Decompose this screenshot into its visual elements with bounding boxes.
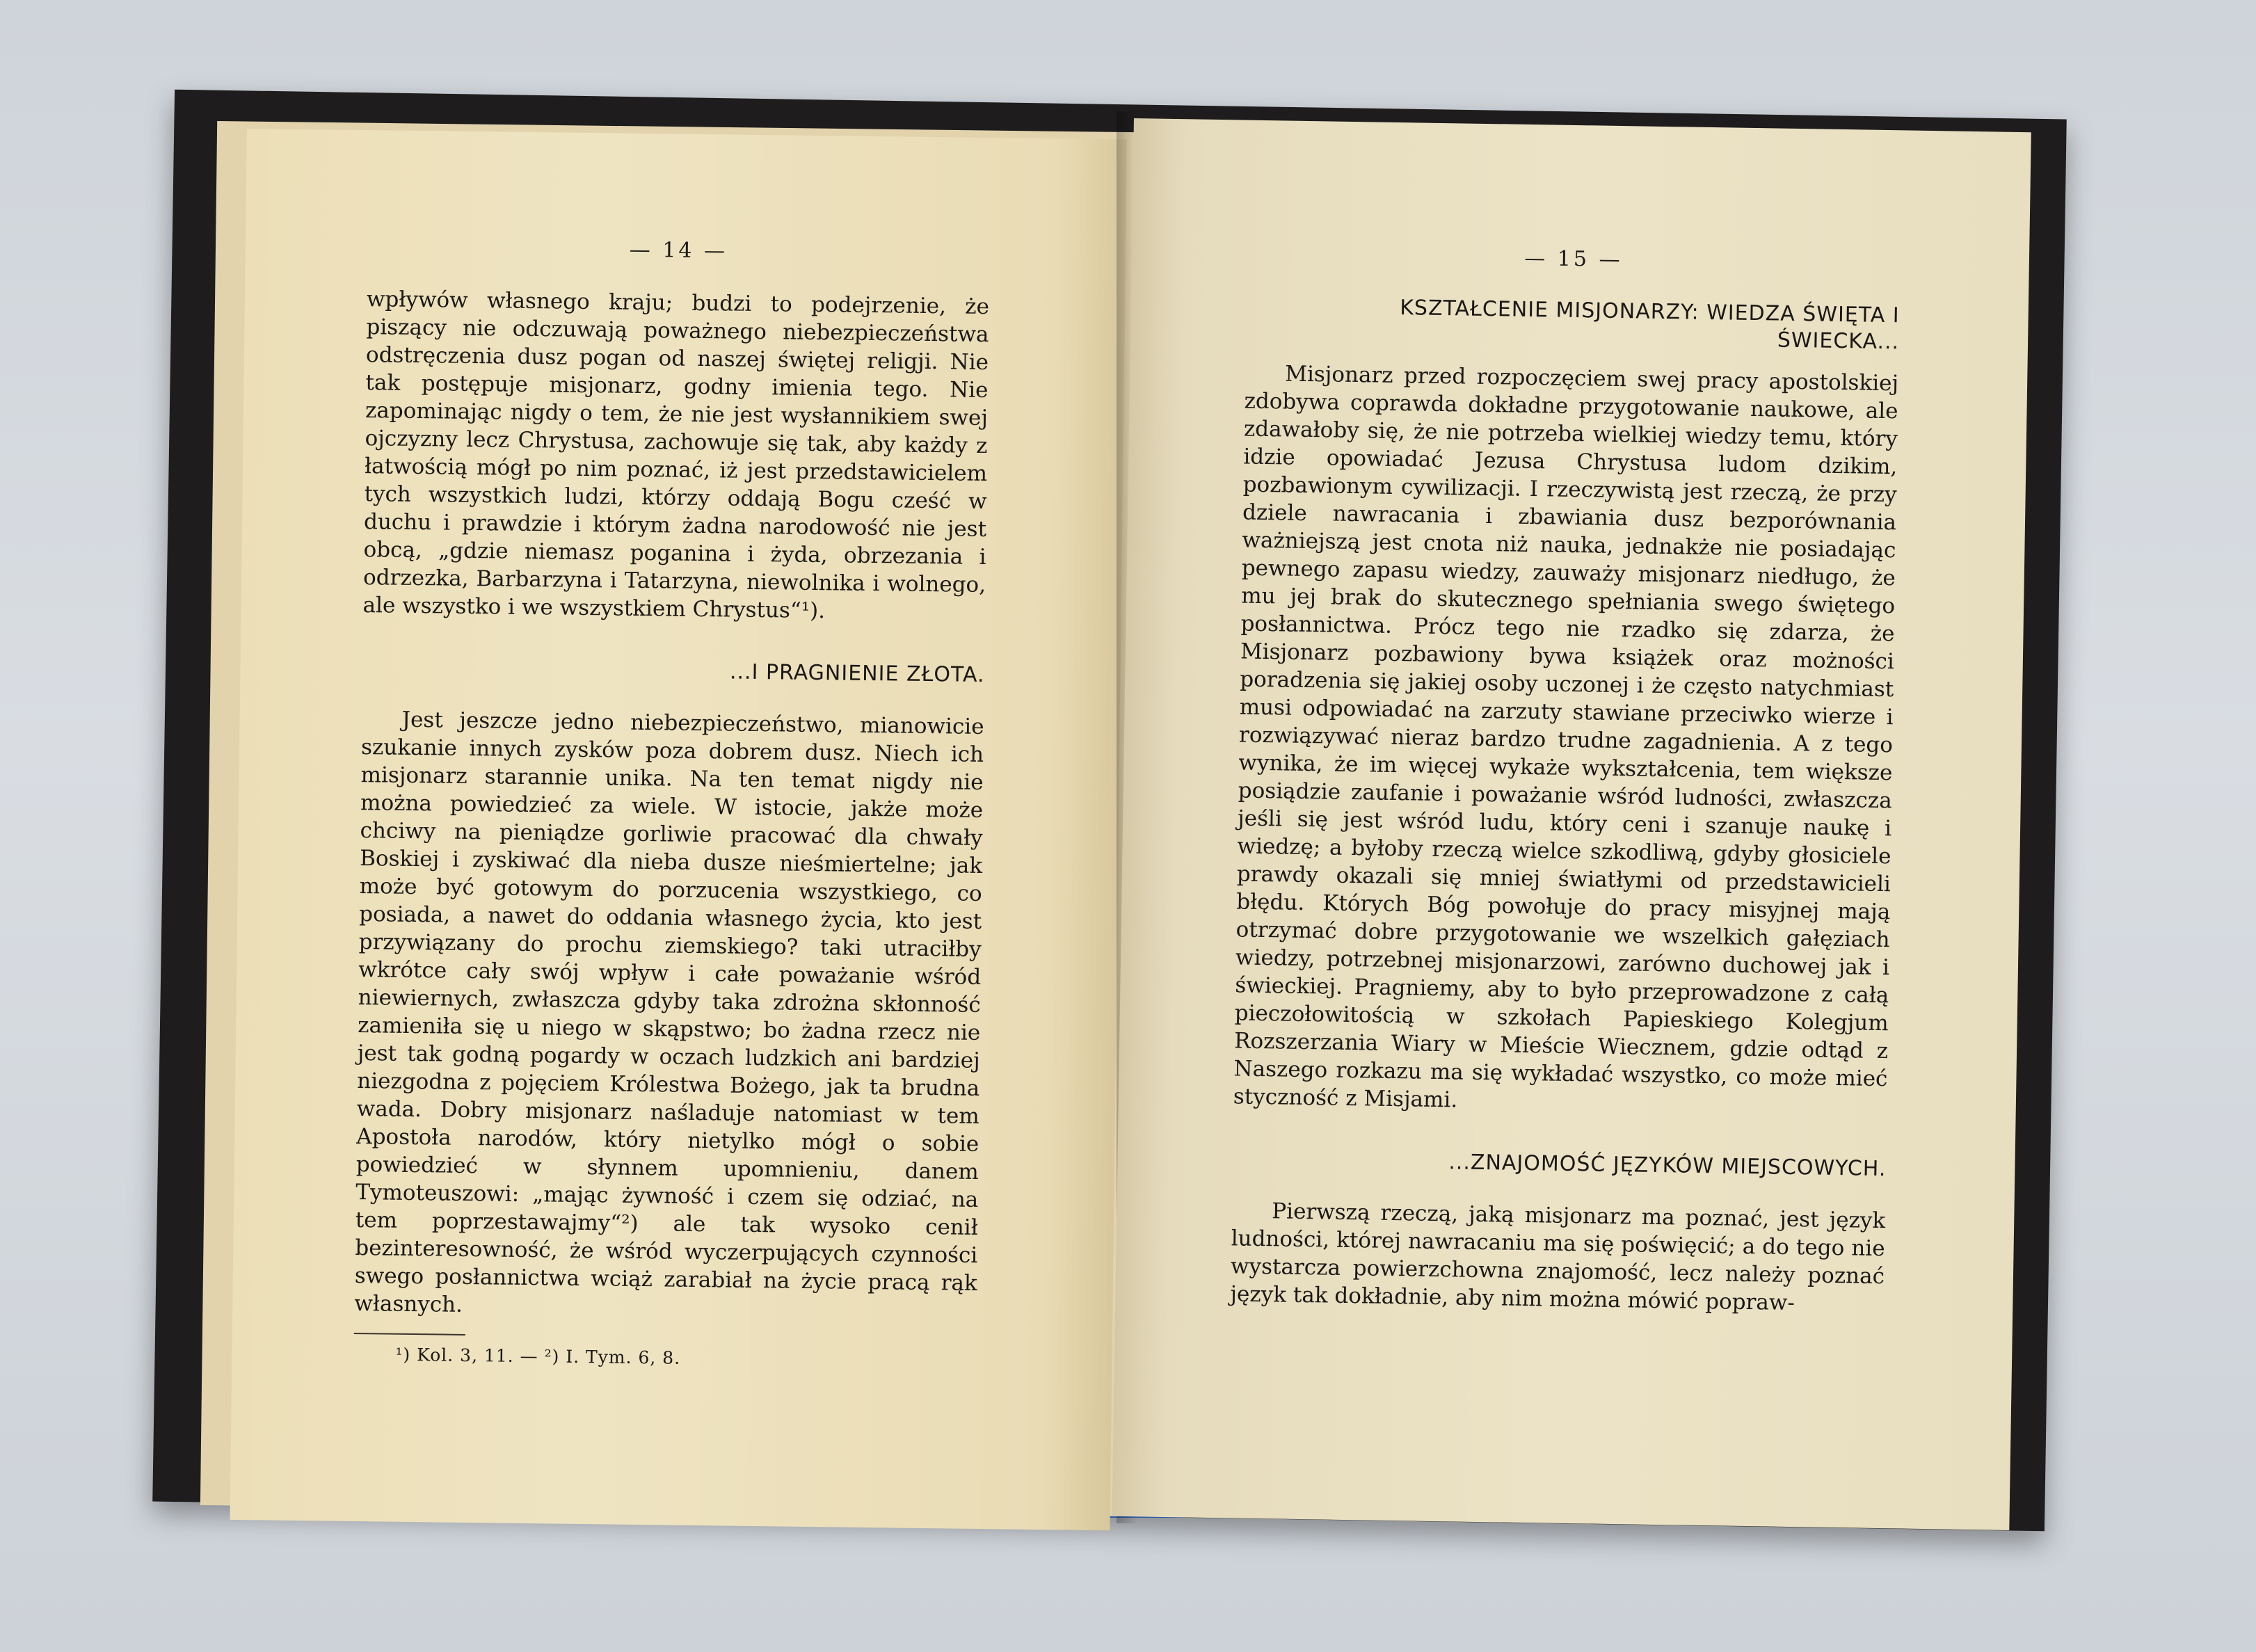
section-heading: KSZTAŁCENIE MISJONARZY: WIEDZA ŚWIĘTA I ŚWIECKA... — [1399, 296, 1900, 355]
right-page — [1112, 118, 2031, 1530]
section-heading: ...ZNAJOMOŚĆ JĘZYKÓW MIEJSCOWYCH. — [1448, 1150, 1887, 1182]
footnote-rule — [354, 1333, 465, 1336]
paragraph: Pierwszą rzeczą, jaką misjonarz ma poznać, jest język ludności, której nawracaniu ma się poświęcić; a do tego nie wystarcza powierzchowna znajomość, lecz należy poznać język tak dokładnie, aby nim można mówić popraw- — [1230, 1198, 1886, 1316]
paragraph: Misjonarz przed rozpoczęciem swej pracy apostolskiej zdobywa coprawda dokładne przygotowanie naukowe, ale zdawałoby się, że nie potrzeba wielkiej wiedzy temu, który idzie opowiadać Jezusa Chrystusa ludom dzikim, pozbawionym cywilizacji. I rzeczywistą jest rzeczą, że przy dziele nawracania i zbawiania dusz bezporównania ważniejszą jest cnota niż nauka, jednakże nie posiadając pewnego zapasu wiedzy, zauważy misjonarz niedługo, że mu jej brak do skutecznego spełniania swego świętego posłannictwa. Prócz tego nie rzadko się zdarza, że Misjonarz pozbawiony bywa książek oraz możności poradzenia się jakiej osoby uczonej i że często natychmiast musi odpowiadać na zarzuty stawiane przeciwko wierze i rozwiązywać nieraz bardzo trudne zagadnienia. A z tego wynika, że im więcej wykaże wykształcenia, tem większe posiądzie zaufanie i poważanie wśród ludności, zwłaszcza jeśli się jest wśród ludu, który ceni i szanuje naukę i wiedzę; a byłoby rzeczą wielce szkodliwą, gdyby głosiciele prawdy okazali się mniej światłymi od przedstawicieli błędu. Których Bóg powołuje do pracy misyjnej mają otrzymać dobre przygotowanie we wszelkich gałęziach wiedzy, potrzebnej misjonarzowi, zarówno duchowej jak i świeckiej. Pragniemy, aby to było przeprowadzone z całą pieczołowitością w szkołach Papieskiego Kolegjum Rozszerzania Wiary w Mieście Wiecznem, gdzie odtąd z Naszego rozkazu ma się wykładać wszystko, co może mieć styczność z Misjami. — [1233, 361, 1899, 1113]
footnote: ¹) Kol. 3, 11. — ²) I. Tym. 6, 8. — [395, 1344, 681, 1368]
paragraph: Jest jeszcze jedno niebezpieczeństwo, mianowicie szukanie innych zysków poza dobrem dusz. Niech ich misjonarz starannie unika. Na ten temat nigdy nie można powiedzieć za wiele. W istocie, jakże może chciwy na pieniądze gorliwie pracować dla chwały Boskiej i zyskiwać dla nieba dusze nieśmiertelne; jak może być gotowym do porzucenia wszystkiego, co posiada, a nawet do oddania własnego życia, kto jest przywiązany do prochu ziemskiego? taki utraciłby wkrótce cały swój wpływ i całe poważanie wśród niewiernych, zwłaszcza gdyby taka zdrożna skłonność zamieniła się u niego w skąpstwo; bo żadna rzecz nie jest tak godną pogardy w oczach ludzkich ani bardziej niezgodna z pojęciem Królestwa Bożego, jak ta brudna wada. Dobry misjonarz naśladuje natomiast w tem Apostoła narodów, który nietylko mógł o sobie powiedzieć w słynnem upomnieniu, danem Tymoteuszowi: „mając żywność i czem się odziać, na tem poprzestawajmy“²) ale tak wysoko cenił bezinteresowność, że wśród wyczerpujących czynności swego posłannictwa wciąż zarabiał na życie pracą rąk własnych. — [354, 707, 984, 1317]
section-heading: ...I PRAGNIENIE ZŁOTA. — [729, 659, 985, 688]
page-number-right: — 15 — — [1524, 246, 1623, 273]
left-body — [354, 285, 989, 1325]
paragraph: wpływów własnego kraju; budzi to podejrzenie, że piszący nie odczuwają poważnego niebezpieczeństwa odstręczenia dusz pogan od naszej świętej religji. Nie tak postępuje misjonarz, godny imienia tego. Nie zapominając nigdy o tem, że nie jest wysłannikiem swej ojczyzny lecz Chrystusa, zachowuje się tak, aby każdy z łatwością mógł po nim poznać, iż jest przedstawicielem tych wszystkich ludzi, którzy oddają Bogu cześć w duchu i prawdzie i którym żadna narodowość nie jest obcą, „gdzie niemasz poganina i żyda, obrzezania i odrzezka, Barbarzyna i Tatarzyna, niewolnika i wolnego, ale wszystko i we wszystkiem Chrystus“¹). — [362, 287, 990, 624]
page-number-left: — 14 — — [629, 237, 728, 264]
left-page — [230, 129, 1127, 1530]
right-body — [1230, 360, 1898, 1319]
